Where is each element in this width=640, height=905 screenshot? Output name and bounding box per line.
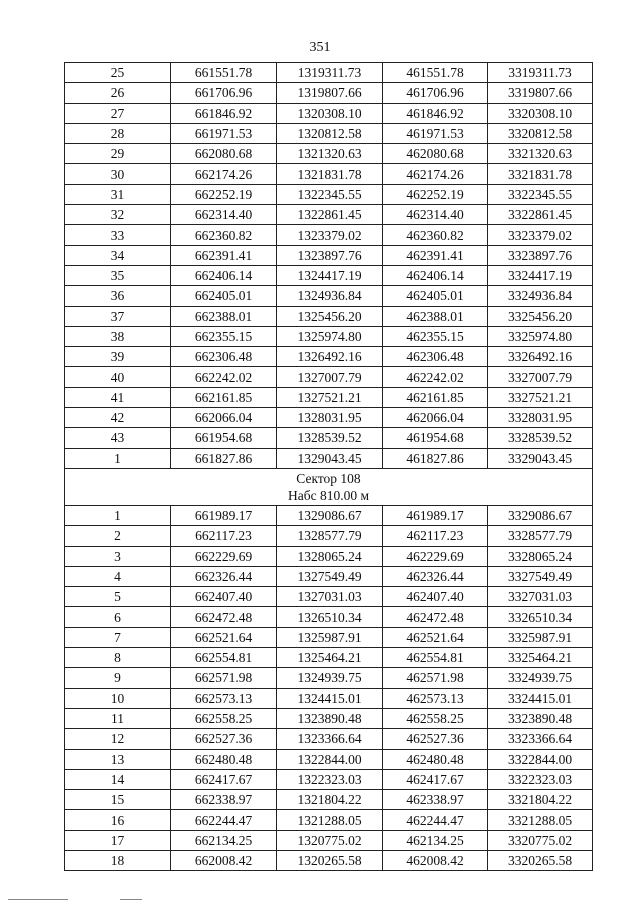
point-number-cell: 9 — [65, 668, 171, 688]
point-number-cell: 13 — [65, 749, 171, 769]
coord-y2-cell: 3327007.79 — [488, 367, 593, 387]
coord-y2-cell: 3321288.05 — [488, 810, 593, 830]
coord-y2-cell: 3328577.79 — [488, 526, 593, 546]
table-row — [65, 367, 593, 387]
coord-y2-cell: 3319311.73 — [488, 63, 593, 83]
coord-x2-cell: 462480.48 — [383, 749, 488, 769]
scan-mark — [120, 899, 142, 900]
coord-x2-cell: 462406.14 — [383, 265, 488, 285]
table-row — [65, 286, 593, 306]
point-number-cell: 3 — [65, 546, 171, 566]
coord-y2-cell: 3324417.19 — [488, 265, 593, 285]
coord-x2-cell: 462244.47 — [383, 810, 488, 830]
coord-x2-cell: 461551.78 — [383, 63, 488, 83]
coord-x2-cell: 462134.25 — [383, 830, 488, 850]
coord-x2-cell: 462407.40 — [383, 587, 488, 607]
coord-x-cell: 662558.25 — [171, 708, 277, 728]
table-row — [65, 708, 593, 728]
coord-x2-cell: 461706.96 — [383, 83, 488, 103]
coord-y-cell: 1321320.63 — [277, 144, 383, 164]
coord-y2-cell: 3321320.63 — [488, 144, 593, 164]
coord-x2-cell: 462355.15 — [383, 326, 488, 346]
point-number-cell: 2 — [65, 526, 171, 546]
point-number-cell: 10 — [65, 688, 171, 708]
coord-x2-cell: 462314.40 — [383, 205, 488, 225]
coordinates-table-body-b — [65, 505, 593, 870]
coord-x-cell: 661551.78 — [171, 63, 277, 83]
point-number-cell: 15 — [65, 790, 171, 810]
coord-y-cell: 1325987.91 — [277, 627, 383, 647]
sector-height: Набс 810.00 м — [287, 487, 370, 503]
coord-x-cell: 662406.14 — [171, 265, 277, 285]
coord-y-cell: 1325456.20 — [277, 306, 383, 326]
coord-x-cell: 661706.96 — [171, 83, 277, 103]
coord-x-cell: 662242.02 — [171, 367, 277, 387]
coord-x2-cell: 462242.02 — [383, 367, 488, 387]
coord-y2-cell: 3324415.01 — [488, 688, 593, 708]
coord-y-cell: 1320265.58 — [277, 850, 383, 870]
coord-y-cell: 1326510.34 — [277, 607, 383, 627]
coord-y2-cell: 3320775.02 — [488, 830, 593, 850]
coord-y2-cell: 3322844.00 — [488, 749, 593, 769]
table-row — [65, 265, 593, 285]
coord-y-cell: 1328577.79 — [277, 526, 383, 546]
point-number-cell: 40 — [65, 367, 171, 387]
page-number: 351 — [309, 40, 331, 55]
coord-y2-cell: 3322345.55 — [488, 184, 593, 204]
table-row — [65, 648, 593, 668]
table-row — [65, 810, 593, 830]
coord-x2-cell: 462117.23 — [383, 526, 488, 546]
coord-y2-cell: 3327031.03 — [488, 587, 593, 607]
coord-x-cell: 661989.17 — [171, 505, 277, 525]
point-number-cell: 16 — [65, 810, 171, 830]
coordinates-table-body-a — [65, 63, 593, 469]
table-row — [65, 306, 593, 326]
point-number-cell: 29 — [65, 144, 171, 164]
point-number-cell: 18 — [65, 850, 171, 870]
coord-y-cell: 1323366.64 — [277, 729, 383, 749]
table-row — [65, 668, 593, 688]
point-number-cell: 8 — [65, 648, 171, 668]
coord-y2-cell: 3325974.80 — [488, 326, 593, 346]
coord-x-cell: 662355.15 — [171, 326, 277, 346]
table-row — [65, 688, 593, 708]
coord-x2-cell: 462571.98 — [383, 668, 488, 688]
coord-y-cell: 1325974.80 — [277, 326, 383, 346]
coord-x-cell: 662527.36 — [171, 729, 277, 749]
point-number-cell: 7 — [65, 627, 171, 647]
coord-y2-cell: 3320265.58 — [488, 850, 593, 870]
coord-x-cell: 662174.26 — [171, 164, 277, 184]
coord-x2-cell: 462417.67 — [383, 769, 488, 789]
coord-y2-cell: 3325987.91 — [488, 627, 593, 647]
scan-mark — [8, 899, 68, 900]
coord-y-cell: 1323897.76 — [277, 245, 383, 265]
table-row — [65, 103, 593, 123]
coord-x-cell: 662008.42 — [171, 850, 277, 870]
coord-x-cell: 662161.85 — [171, 387, 277, 407]
point-number-cell: 42 — [65, 408, 171, 428]
table-row — [65, 225, 593, 245]
point-number-cell: 17 — [65, 830, 171, 850]
coord-x2-cell: 462573.13 — [383, 688, 488, 708]
footer-scan-marks — [0, 899, 640, 903]
coord-y2-cell: 3321804.22 — [488, 790, 593, 810]
coord-y2-cell: 3324939.75 — [488, 668, 593, 688]
table-row — [65, 850, 593, 870]
coord-x-cell: 662472.48 — [171, 607, 277, 627]
table-row — [65, 526, 593, 546]
point-number-cell: 1 — [65, 505, 171, 525]
coord-x-cell: 662480.48 — [171, 749, 277, 769]
coord-x-cell: 662252.19 — [171, 184, 277, 204]
coord-x-cell: 662391.41 — [171, 245, 277, 265]
coord-y2-cell: 3321831.78 — [488, 164, 593, 184]
coord-y-cell: 1329086.67 — [277, 505, 383, 525]
coord-x2-cell: 462405.01 — [383, 286, 488, 306]
coord-y-cell: 1320308.10 — [277, 103, 383, 123]
coord-x2-cell: 462066.04 — [383, 408, 488, 428]
point-number-cell: 26 — [65, 83, 171, 103]
coord-y2-cell: 3322323.03 — [488, 769, 593, 789]
table-row — [65, 769, 593, 789]
point-number-cell: 25 — [65, 63, 171, 83]
table-row — [65, 408, 593, 428]
coord-x-cell: 662407.40 — [171, 587, 277, 607]
point-number-cell: 34 — [65, 245, 171, 265]
coord-y-cell: 1326492.16 — [277, 347, 383, 367]
table-row — [65, 729, 593, 749]
table-row — [65, 566, 593, 586]
coord-y2-cell: 3320812.58 — [488, 123, 593, 143]
sector-header-cell — [65, 468, 593, 505]
coord-x-cell: 662360.82 — [171, 225, 277, 245]
coord-y2-cell: 3320308.10 — [488, 103, 593, 123]
coord-y2-cell: 3327521.21 — [488, 387, 593, 407]
coord-y2-cell: 3326492.16 — [488, 347, 593, 367]
coord-y-cell: 1324417.19 — [277, 265, 383, 285]
point-number-cell: 31 — [65, 184, 171, 204]
coord-y-cell: 1324939.75 — [277, 668, 383, 688]
coord-y2-cell: 3325464.21 — [488, 648, 593, 668]
coord-x2-cell: 462326.44 — [383, 566, 488, 586]
table-row — [65, 830, 593, 850]
table-row — [65, 448, 593, 468]
coord-y-cell: 1328539.52 — [277, 428, 383, 448]
point-number-cell: 35 — [65, 265, 171, 285]
coord-x2-cell: 462008.42 — [383, 850, 488, 870]
point-number-cell: 33 — [65, 225, 171, 245]
sector-header — [65, 468, 593, 505]
coord-x2-cell: 461846.92 — [383, 103, 488, 123]
coord-y-cell: 1319311.73 — [277, 63, 383, 83]
coord-y-cell: 1321831.78 — [277, 164, 383, 184]
coord-y2-cell: 3329086.67 — [488, 505, 593, 525]
point-number-cell: 37 — [65, 306, 171, 326]
coord-x2-cell: 462252.19 — [383, 184, 488, 204]
coord-y-cell: 1325464.21 — [277, 648, 383, 668]
coord-x-cell: 662326.44 — [171, 566, 277, 586]
coord-y2-cell: 3319807.66 — [488, 83, 593, 103]
coord-y2-cell: 3327549.49 — [488, 566, 593, 586]
coord-x-cell: 662417.67 — [171, 769, 277, 789]
coord-y2-cell: 3326510.34 — [488, 607, 593, 627]
point-number-cell: 12 — [65, 729, 171, 749]
coord-y2-cell: 3324936.84 — [488, 286, 593, 306]
coord-y-cell: 1329043.45 — [277, 448, 383, 468]
coord-y-cell: 1320812.58 — [277, 123, 383, 143]
coord-y-cell: 1324415.01 — [277, 688, 383, 708]
coord-x2-cell: 462338.97 — [383, 790, 488, 810]
coord-x-cell: 662066.04 — [171, 408, 277, 428]
coord-x-cell: 662573.13 — [171, 688, 277, 708]
table-row — [65, 184, 593, 204]
coord-y2-cell: 3322861.45 — [488, 205, 593, 225]
coord-x2-cell: 462174.26 — [383, 164, 488, 184]
table-row — [65, 790, 593, 810]
coord-y-cell: 1328065.24 — [277, 546, 383, 566]
coord-y-cell: 1327521.21 — [277, 387, 383, 407]
coord-x2-cell: 462388.01 — [383, 306, 488, 326]
table-row — [65, 428, 593, 448]
coord-x2-cell: 461989.17 — [383, 505, 488, 525]
coord-x-cell: 662306.48 — [171, 347, 277, 367]
coord-x-cell: 662314.40 — [171, 205, 277, 225]
coord-x2-cell: 462554.81 — [383, 648, 488, 668]
coord-y2-cell: 3328031.95 — [488, 408, 593, 428]
coord-y2-cell: 3328539.52 — [488, 428, 593, 448]
coord-y-cell: 1323379.02 — [277, 225, 383, 245]
coord-x2-cell: 462306.48 — [383, 347, 488, 367]
coord-x-cell: 662521.64 — [171, 627, 277, 647]
coord-x-cell: 662388.01 — [171, 306, 277, 326]
point-number-cell: 14 — [65, 769, 171, 789]
coord-y2-cell: 3323897.76 — [488, 245, 593, 265]
coord-x-cell: 662554.81 — [171, 648, 277, 668]
coord-x-cell: 662117.23 — [171, 526, 277, 546]
table-row — [65, 546, 593, 566]
coord-y-cell: 1319807.66 — [277, 83, 383, 103]
point-number-cell: 27 — [65, 103, 171, 123]
coord-x-cell: 661971.53 — [171, 123, 277, 143]
coord-y-cell: 1322323.03 — [277, 769, 383, 789]
table-row — [65, 164, 593, 184]
coord-y2-cell: 3323890.48 — [488, 708, 593, 728]
point-number-cell: 38 — [65, 326, 171, 346]
coord-x2-cell: 462472.48 — [383, 607, 488, 627]
coord-x2-cell: 462558.25 — [383, 708, 488, 728]
coord-x2-cell: 462391.41 — [383, 245, 488, 265]
point-number-cell: 41 — [65, 387, 171, 407]
table-row — [65, 749, 593, 769]
coord-x-cell: 662080.68 — [171, 144, 277, 164]
point-number-cell: 6 — [65, 607, 171, 627]
coord-x-cell: 662571.98 — [171, 668, 277, 688]
sector-title: Сектор 108 — [296, 470, 361, 486]
coord-x-cell: 662229.69 — [171, 546, 277, 566]
coord-x-cell: 662134.25 — [171, 830, 277, 850]
coord-x2-cell: 461827.86 — [383, 448, 488, 468]
table-row — [65, 63, 593, 83]
coord-y-cell: 1321288.05 — [277, 810, 383, 830]
table-row — [65, 205, 593, 225]
point-number-cell: 5 — [65, 587, 171, 607]
coord-x2-cell: 461954.68 — [383, 428, 488, 448]
table-row — [65, 326, 593, 346]
sector-header-row — [65, 468, 593, 505]
coord-y-cell: 1323890.48 — [277, 708, 383, 728]
coord-y2-cell: 3328065.24 — [488, 546, 593, 566]
coord-x-cell: 661827.86 — [171, 448, 277, 468]
coord-x2-cell: 462229.69 — [383, 546, 488, 566]
table-row — [65, 123, 593, 143]
point-number-cell: 4 — [65, 566, 171, 586]
table-row — [65, 83, 593, 103]
point-number-cell: 30 — [65, 164, 171, 184]
coordinates-table — [64, 62, 593, 871]
coord-y2-cell: 3329043.45 — [488, 448, 593, 468]
table-row — [65, 607, 593, 627]
coord-y-cell: 1322345.55 — [277, 184, 383, 204]
coord-x-cell: 661846.92 — [171, 103, 277, 123]
coord-y2-cell: 3323366.64 — [488, 729, 593, 749]
coord-y-cell: 1328031.95 — [277, 408, 383, 428]
point-number-cell: 28 — [65, 123, 171, 143]
coord-y-cell: 1327007.79 — [277, 367, 383, 387]
table-row — [65, 144, 593, 164]
coord-x2-cell: 462527.36 — [383, 729, 488, 749]
coord-x2-cell: 462080.68 — [383, 144, 488, 164]
point-number-cell: 1 — [65, 448, 171, 468]
coord-y-cell: 1324936.84 — [277, 286, 383, 306]
coord-y-cell: 1320775.02 — [277, 830, 383, 850]
coord-x-cell: 662338.97 — [171, 790, 277, 810]
table-row — [65, 347, 593, 367]
coord-x2-cell: 461971.53 — [383, 123, 488, 143]
coord-y-cell: 1322844.00 — [277, 749, 383, 769]
point-number-cell: 36 — [65, 286, 171, 306]
coord-y-cell: 1322861.45 — [277, 205, 383, 225]
table-row — [65, 587, 593, 607]
coord-y2-cell: 3323379.02 — [488, 225, 593, 245]
table-row — [65, 627, 593, 647]
coord-x2-cell: 462521.64 — [383, 627, 488, 647]
coord-x2-cell: 462360.82 — [383, 225, 488, 245]
coord-x2-cell: 462161.85 — [383, 387, 488, 407]
coord-y-cell: 1321804.22 — [277, 790, 383, 810]
table-row — [65, 387, 593, 407]
coord-x-cell: 662405.01 — [171, 286, 277, 306]
point-number-cell: 32 — [65, 205, 171, 225]
coord-y-cell: 1327549.49 — [277, 566, 383, 586]
coord-y-cell: 1327031.03 — [277, 587, 383, 607]
coord-x-cell: 662244.47 — [171, 810, 277, 830]
point-number-cell: 11 — [65, 708, 171, 728]
table-row — [65, 245, 593, 265]
coord-y2-cell: 3325456.20 — [488, 306, 593, 326]
point-number-cell: 43 — [65, 428, 171, 448]
coord-x-cell: 661954.68 — [171, 428, 277, 448]
table-row — [65, 505, 593, 525]
point-number-cell: 39 — [65, 347, 171, 367]
